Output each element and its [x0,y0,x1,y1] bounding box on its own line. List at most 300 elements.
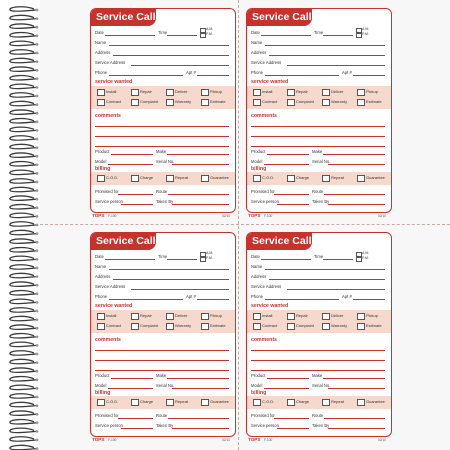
make-line[interactable] [323,378,385,379]
product-line[interactable] [111,378,153,379]
model-label: Model [95,159,107,164]
pm-label: P.M. [206,32,213,36]
service-option-label: Repair [140,313,152,318]
date-label: Date [251,254,260,259]
comments-line[interactable] [251,350,385,351]
apt-line[interactable] [197,299,229,300]
name-label: Name [95,40,107,45]
promised-for-line[interactable] [274,194,309,195]
service-option-label: Repair [140,89,152,94]
binding-hole [36,430,39,433]
comments-line[interactable] [251,360,385,361]
name-label: Name [251,40,263,45]
model-line[interactable] [108,164,153,165]
promised-for-line[interactable] [118,418,153,419]
date-label: Date [95,30,104,35]
spiral-coil [10,265,36,269]
spiral-coil [10,76,36,80]
service-option-label: Pickup [366,89,379,94]
route-line[interactable] [324,194,385,195]
billing-heading: billing [95,166,111,172]
comments-line[interactable] [95,146,229,147]
binding-hole [36,198,39,201]
pm-label: P.M. [362,256,369,260]
service-option-label: Complaint [140,99,159,104]
time-label: Time [158,254,168,259]
service-option-label: Pickup [210,89,223,94]
service-checkbox[interactable] [166,89,174,96]
service-checkbox[interactable] [253,313,261,320]
make-label: Make [156,149,167,154]
billing-checkbox[interactable] [131,175,139,182]
phone-label: Phone [251,294,264,299]
comments-line[interactable] [95,360,229,361]
product-label: Product [95,149,110,154]
service-checkbox[interactable] [131,313,139,320]
spiral-coil [10,325,36,329]
binding-hole [36,138,39,141]
service-person-label: Service person [251,423,279,428]
service-person-line[interactable] [121,428,153,429]
service-option-label: Install [106,89,117,94]
service-option-label: Warranty [175,99,192,104]
spiral-coil [10,420,36,424]
billing-checkbox[interactable] [253,175,261,182]
spiral-coil [10,282,36,286]
binding-hole [36,292,39,295]
product-line[interactable] [267,378,309,379]
service-checkbox[interactable] [166,313,174,320]
service-option-label: Estimate [210,323,226,328]
binding-hole [36,301,39,304]
spiral-coil [10,402,36,406]
binding-hole [36,120,39,123]
binding-hole [36,404,39,407]
billing-option-label: Charge [140,175,154,180]
product-line[interactable] [111,154,153,155]
comments-line[interactable] [95,370,229,371]
form-card [90,8,236,213]
taken-by-line[interactable] [328,428,385,429]
spiral-coil [10,127,36,131]
service-address-label: Service Address [251,60,282,65]
service-checkbox[interactable] [287,99,295,106]
model-line[interactable] [108,388,153,389]
comments-line[interactable] [251,146,385,147]
service-person-line[interactable] [277,428,309,429]
spiral-coil [10,67,36,71]
phone-label: Phone [95,294,108,299]
spiral-coil [10,93,36,97]
spiral-coil [10,222,36,226]
service-checkbox[interactable] [131,99,139,106]
billing-checkbox[interactable] [287,399,295,406]
taken-by-label: Taken By [156,199,174,204]
service-person-line[interactable] [277,204,309,205]
spiral-coil [10,50,36,54]
make-line[interactable] [167,154,229,155]
binding-hole [36,60,39,63]
binding-hole [36,249,39,252]
address-label: Address [251,50,267,55]
service-checkbox[interactable] [357,89,365,96]
spiral-coil [10,136,36,140]
promised-for-label: Promised for [251,189,275,194]
spiral-coil [10,308,36,312]
date-label: Date [251,30,260,35]
service-checkbox[interactable] [287,313,295,320]
billing-checkbox[interactable] [166,175,174,182]
binding-hole [36,112,39,115]
am-label: A.M. [362,251,370,255]
serial-line[interactable] [172,388,229,389]
spiral-binding-icon [0,0,40,450]
promised-for-line[interactable] [118,194,153,195]
service-checkbox[interactable] [357,323,365,330]
form-card [246,232,392,437]
service-option-label: Deliver [175,89,188,94]
revision-code: 02/10 [222,438,230,442]
binding-hole [36,284,39,287]
model-line[interactable] [264,164,309,165]
service-checkbox[interactable] [322,313,330,320]
product-label: Product [95,373,110,378]
binding-hole [36,129,39,132]
service-wanted-heading: service wanted [95,79,133,85]
spiral-coil [10,377,36,381]
billing-option-label: Charge [140,399,154,404]
spiral-coil [10,299,36,303]
comments-line[interactable] [251,136,385,137]
serial-line[interactable] [328,164,385,165]
service-option-label: Warranty [331,99,348,104]
billing-checkbox[interactable] [97,399,105,406]
service-checkbox[interactable] [322,323,330,330]
service-option-label: Install [262,89,273,94]
spiral-coil [10,205,36,209]
perforation-vertical [238,0,239,450]
service-address-label: Service Address [95,60,126,65]
apt-label: Apt # [342,70,352,75]
service-option-label: Deliver [331,89,344,94]
binding-hole [36,318,39,321]
service-checkbox[interactable] [201,99,209,106]
service-address-label: Service Address [251,284,282,289]
binding-hole [36,241,39,244]
name-label: Name [251,264,263,269]
route-label: Route [312,413,324,418]
service-checkbox[interactable] [97,89,105,96]
service-checkbox[interactable] [131,323,139,330]
binding-hole [36,95,39,98]
binding-hole [36,275,39,278]
apt-line[interactable] [197,75,229,76]
service-option-label: Estimate [210,99,226,104]
service-person-line[interactable] [121,204,153,205]
service-option-label: Pickup [210,313,223,318]
binding-hole [36,439,39,442]
binding-hole [36,370,39,373]
form-card [246,8,392,213]
service-checkbox[interactable] [201,89,209,96]
spiral-coil [10,291,36,295]
service-checkbox[interactable] [322,89,330,96]
service-address-line[interactable] [131,65,229,66]
spiral-coil [10,334,36,338]
service-checkbox[interactable] [287,323,295,330]
service-option-label: Contract [106,323,122,328]
form-title: Service Call [246,232,312,250]
billing-checkbox[interactable] [357,399,365,406]
spiral-coil [10,33,36,37]
service-option-label: Repair [296,313,308,318]
address-line[interactable] [269,55,385,56]
service-option-label: Estimate [366,323,382,328]
address-line[interactable] [113,55,229,56]
service-address-line[interactable] [287,65,385,66]
service-checkbox[interactable] [201,313,209,320]
apt-line[interactable] [353,299,385,300]
route-line[interactable] [324,418,385,419]
serial-line[interactable] [172,164,229,165]
billing-checkbox[interactable] [131,399,139,406]
service-checkbox[interactable] [357,313,365,320]
binding-hole [36,413,39,416]
spiral-coil [10,187,36,191]
binding-hole [36,146,39,149]
spiral-coil [10,101,36,105]
service-checkbox[interactable] [287,89,295,96]
address-label: Address [95,274,111,279]
billing-checkbox[interactable] [322,175,330,182]
name-line[interactable] [109,45,229,46]
service-checkbox[interactable] [97,323,105,330]
service-checkbox[interactable] [166,99,174,106]
serial-line[interactable] [328,388,385,389]
billing-option-label: Guarantee [366,175,385,180]
product-label: Product [251,149,266,154]
service-checkbox[interactable] [166,323,174,330]
apt-line[interactable] [353,75,385,76]
billing-checkbox[interactable] [97,175,105,182]
service-checkbox[interactable] [97,313,105,320]
service-checkbox[interactable] [131,89,139,96]
service-option-label: Complaint [296,323,315,328]
service-checkbox[interactable] [322,99,330,106]
date-line[interactable] [261,35,311,36]
model-line[interactable] [264,388,309,389]
spiral-coil [10,428,36,432]
billing-heading: billing [251,390,267,396]
address-line[interactable] [269,279,385,280]
form-title: Service Call [90,8,156,26]
comments-line[interactable] [95,126,229,127]
binding-hole [36,215,39,218]
comments-line[interactable] [95,136,229,137]
spiral-coil [10,179,36,183]
service-option-label: Deliver [331,313,344,318]
model-label: Model [251,159,263,164]
spiral-coil [10,15,36,19]
time-line[interactable] [167,259,197,260]
service-wanted-heading: service wanted [251,79,289,85]
billing-option-label: Repeat [331,399,344,404]
service-address-label: Service Address [95,284,126,289]
taken-by-line[interactable] [328,204,385,205]
brand-logo: TOPS [92,213,105,218]
make-line[interactable] [167,378,229,379]
spiral-coil [10,368,36,372]
service-option-label: Contract [262,99,278,104]
billing-option-label: Repeat [175,399,188,404]
spiral-coil [10,359,36,363]
form-code: F-100 [108,214,117,218]
service-checkbox[interactable] [97,99,105,106]
service-person-label: Service person [95,199,123,204]
make-label: Make [312,373,323,378]
revision-code: 02/10 [378,438,386,442]
service-option-label: Contract [106,99,122,104]
phone-line[interactable] [265,299,339,300]
service-checkbox[interactable] [253,99,261,106]
binding-hole [36,396,39,399]
taken-by-label: Taken By [312,423,330,428]
spiral-coil [10,230,36,234]
date-line[interactable] [261,259,311,260]
time-label: Time [314,30,324,35]
route-label: Route [156,413,168,418]
comments-heading: comments [95,113,121,119]
model-label: Model [95,383,107,388]
route-label: Route [156,189,168,194]
spiral-coil [10,437,36,441]
spiral-coil [10,170,36,174]
spiral-coil [10,84,36,88]
phone-line[interactable] [109,299,183,300]
date-line[interactable] [105,35,155,36]
taken-by-label: Taken By [312,199,330,204]
comments-line[interactable] [95,350,229,351]
billing-option-label: Guarantee [210,175,229,180]
binding-hole [36,86,39,89]
spiral-coil [10,24,36,28]
serial-label: Serial No. [156,159,175,164]
spiral-coil [10,144,36,148]
billing-option-label: Guarantee [210,399,229,404]
time-line[interactable] [167,35,197,36]
service-checkbox[interactable] [253,323,261,330]
binding-hole [36,17,39,20]
product-line[interactable] [267,154,309,155]
billing-option-label: C.O.D. [106,399,119,404]
pm-label: P.M. [206,256,213,260]
spiral-coil [10,342,36,346]
pm-label: P.M. [362,32,369,36]
binding-hole [36,155,39,158]
billing-checkbox[interactable] [322,399,330,406]
promised-for-label: Promised for [251,413,275,418]
billing-option-label: Charge [296,399,310,404]
service-address-line[interactable] [287,289,385,290]
binding-hole [36,421,39,424]
spiral-coil [10,41,36,45]
date-line[interactable] [105,259,155,260]
taken-by-label: Taken By [156,423,174,428]
form-code: F-100 [264,438,273,442]
route-line[interactable] [168,418,229,419]
phone-line[interactable] [109,75,183,76]
binding-hole [36,310,39,313]
address-line[interactable] [113,279,229,280]
comments-line[interactable] [251,370,385,371]
billing-checkbox[interactable] [253,399,261,406]
binding-hole [36,172,39,175]
binding-hole [36,353,39,356]
time-line[interactable] [323,259,353,260]
service-call-form [90,8,236,221]
service-call-form [246,8,392,221]
form-code: F-100 [264,214,273,218]
billing-checkbox[interactable] [201,175,209,182]
taken-by-line[interactable] [172,204,229,205]
service-option-label: Estimate [366,99,382,104]
spiral-coil [10,239,36,243]
binding-hole [36,103,39,106]
route-line[interactable] [168,194,229,195]
binding-hole [36,267,39,270]
am-label: A.M. [362,27,370,31]
service-checkbox[interactable] [201,323,209,330]
comments-line[interactable] [251,126,385,127]
name-line[interactable] [109,269,229,270]
binding-hole [36,52,39,55]
time-label: Time [314,254,324,259]
billing-option-label: C.O.D. [262,175,275,180]
billing-heading: billing [251,166,267,172]
binding-hole [36,163,39,166]
name-line[interactable] [265,45,385,46]
taken-by-line[interactable] [172,428,229,429]
service-person-label: Service person [251,199,279,204]
phone-line[interactable] [265,75,339,76]
make-line[interactable] [323,154,385,155]
service-call-form [246,232,392,445]
model-label: Model [251,383,263,388]
billing-checkbox[interactable] [166,399,174,406]
service-address-line[interactable] [131,289,229,290]
product-label: Product [251,373,266,378]
binding-hole [36,189,39,192]
binding-hole [36,206,39,209]
billing-checkbox[interactable] [357,175,365,182]
binding-hole [36,9,39,12]
service-option-label: Contract [262,323,278,328]
service-option-label: Warranty [331,323,348,328]
billing-checkbox[interactable] [287,175,295,182]
time-line[interactable] [323,35,353,36]
binding-hole [36,361,39,364]
service-person-label: Service person [95,423,123,428]
service-option-label: Install [262,313,273,318]
billing-checkbox[interactable] [201,399,209,406]
apt-label: Apt # [186,294,196,299]
service-checkbox[interactable] [357,99,365,106]
service-checkbox[interactable] [253,89,261,96]
name-line[interactable] [265,269,385,270]
service-option-label: Pickup [366,313,379,318]
promised-for-line[interactable] [274,418,309,419]
billing-option-label: C.O.D. [262,399,275,404]
